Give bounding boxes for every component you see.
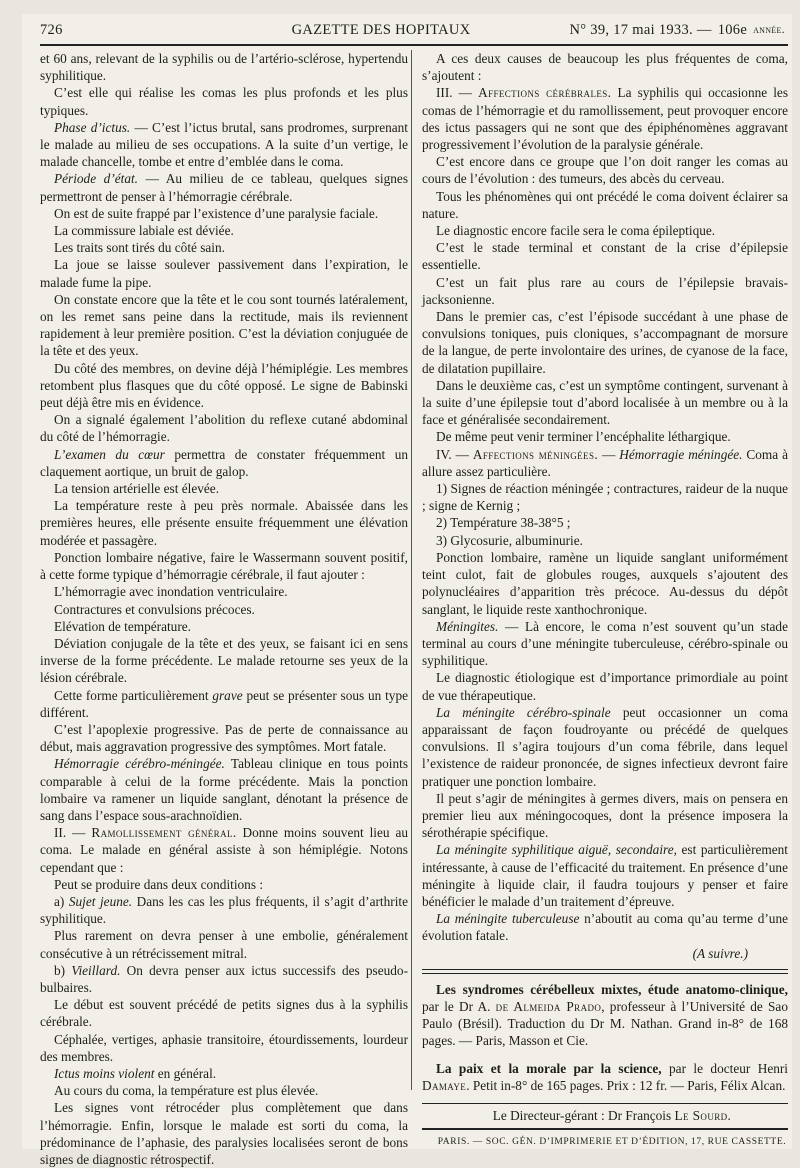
paragraph: A ces deux causes de beaucoup les plus fréquentes de coma, s’ajoutent : [422, 51, 788, 84]
section-number: IV. — [436, 446, 473, 462]
paragraph-text: Donne moins souvent lieu au coma. Le malade en général assiste à son hémiplégie. Notons cependant que : [40, 825, 408, 875]
paragraph: Déviation conjugale de la tête et des yeux, se faisant ici en sens inverse de la forme précédente. Le malade retourne ses yeux de la lésion cérébrale. [40, 635, 408, 686]
journal-title: GAZETTE DES HOPITAUX [291, 22, 471, 38]
paragraph-lead: Hémorragie cérébro-méningée. [54, 756, 225, 772]
directeur-label: Le Directeur-gérant : Dr François [492, 1107, 675, 1123]
paragraph: Contractures et convulsions précoces. [54, 601, 255, 617]
book-author: Damaye [422, 1077, 467, 1093]
directeur-name: Le Sourd. [674, 1107, 732, 1123]
paragraph-lead: L’examen du cœur [54, 446, 165, 462]
right-column-text [422, 50, 788, 945]
issue-info [569, 22, 785, 39]
paragraph-lead: Ictus moins violent [54, 1065, 155, 1081]
section-rule [422, 969, 788, 970]
paragraph: 1) Signes de réaction méningée ; contractures, raideur de la nuque ; signe de Kernig ; [422, 481, 788, 514]
book-notice [422, 981, 788, 1050]
book-notice [422, 1060, 788, 1094]
paragraph: La joue se laisse soulever passivement dans l’expiration, le malade fume la pipe. [40, 257, 408, 290]
paragraph [422, 910, 788, 944]
issue-annee: année. [753, 22, 785, 36]
paragraph: Peut se produire dans deux conditions : [54, 876, 264, 892]
paragraph-lead: La méningite cérébro-spinale [436, 704, 611, 720]
paragraph: Au cours du coma, la température est plus élevée. [54, 1083, 319, 1099]
paragraph-lead: La méningite syphilitique aiguë, secondaire, [436, 842, 677, 858]
paragraph-text: Dans les cas les plus fréquents, il s’agit d’arthrite syphilitique. [40, 893, 408, 927]
section-heading: Ramollissement général. [91, 825, 237, 841]
paragraph: Elévation de température. [54, 618, 191, 634]
left-column [40, 50, 408, 1168]
imprint: PARIS. — SOC. GÉN. D’IMPRIMERIE ET D’ÉDITION, 17, RUE CASSETTE. [437, 1137, 787, 1148]
paragraph-text: — Au milieu de ce tableau, quelques signes permettront de penser à l’hémorragie cérébrale. [40, 171, 408, 204]
paragraph-text: — [598, 446, 620, 462]
paragraph: Du côté des membres, on devine déjà l’hémiplégie. Les membres retombent plus flasques que du côté opposé. Le signe de Babinski peut déjà être mis en évidence. [40, 360, 408, 411]
paragraph: Céphalée, vertiges, aphasie transitoire, étourdissements, lourdeur des membres. [40, 1031, 408, 1064]
paragraph: 2) Température 38-38°5 ; [436, 515, 571, 531]
paragraph-text: Cette forme particulièrement [54, 687, 213, 703]
page-header [40, 22, 785, 44]
paragraph: C’est encore dans ce groupe que l’on doit ranger les comas au cours de l’évolution : des tumeurs, des abcès du cerveau. [422, 154, 788, 187]
paragraph-text: — C’est l’ictus brutal, sans prodromes, surprenant le malade au milieu de ses occupations. A la suite d’un vertige, le malade chancelle, tombe et entre d’emblée dans le coma. [40, 119, 408, 170]
paragraph-text: peut occasionner un coma apparaissant de façon foudroyante ou précédé de quelques convulsions. Il s’agira toujours d’un coma fébrile, dans lequel l’existence de raideur prononcée, de signes infectieux devront faire pratiquer une ponction lombaire. [422, 704, 788, 789]
paragraph [40, 687, 408, 721]
paragraph: Le début est souvent précédé de petits signes dus à la syphilis cérébrale. [40, 997, 408, 1030]
paragraph: Les traits sont tirés du côté sain. [54, 240, 225, 256]
section-heading: Affections méningées. [472, 446, 599, 462]
paragraph-lead: Hémorragie méningée. [619, 446, 743, 462]
paragraph-lead: Période d’état. [54, 171, 139, 187]
paragraph-lead: grave [212, 687, 243, 703]
book-details: , professeur à l’Université de Sao Paulo (Brésil). Traduction du Dr M. Nathan. Grand in-8° de 168 pages. — Paris, Masson et Cie. [422, 998, 788, 1049]
paragraph: et 60 ans, relevant de la syphilis ou de l’artério-sclérose, hypertendu syphilitique. [40, 51, 408, 84]
book-author: de Almeida Prado [495, 998, 602, 1014]
paragraph: Le diagnostic étiologique est d’importance primordiale au point de vue thérapeutique. [422, 670, 788, 703]
paragraph-text: peut se présenter sous un type différent. [40, 687, 408, 720]
paragraph: C’est un fait plus rare au cours de l’épilepsie bravais-jacksonienne. [422, 274, 788, 307]
paragraph [40, 962, 408, 996]
paragraph [40, 446, 408, 480]
paragraph: On a signalé également l’abolition du reflexe cutané abdominal du côté de l’hémorragie. [40, 412, 408, 445]
paragraph: Il peut s’agir de méningites à germes divers, mais on pensera en premier lieu aux méningocoques, dont la présence imposera la sérothérapie spécifique. [422, 790, 788, 841]
paragraph [422, 841, 788, 910]
book-title: La paix et la morale par la science, [436, 1060, 662, 1076]
book-by: par le docteur Henri [661, 1060, 788, 1076]
paragraph: Ponction lombaire, ramène un liquide sanglant uniformément teint culot, fait de globules rouges, auxquels s’ajoutent des polynucléaires d’apparition très précoce. Au-dessus du dépôt sanglant, le liquide reste xanthochronique. [422, 549, 788, 617]
paragraph: Les signes vont rétrocéder plus complètement que dans l’hémorragie. Enfin, lorsque le malade est sorti du coma, la prédominance de l’aphasie, des paralysies localisées seront de bons signes de diagnostic rétrospectif. [40, 1100, 408, 1167]
book-by: par le Dr A. [422, 998, 496, 1014]
paragraph-text: — Là encore, le coma n’est souvent qu’un stade terminal au cours d’une méningite tuberculeuse, cérébro-spinale ou syphilitique. [422, 618, 788, 669]
paragraph: 3) Glycosurie, albuminurie. [436, 532, 583, 548]
paragraph-text: Tableau clinique en tous points comparable à celui de la forme précédente. Mais la ponction lombaire va ramener un liquide sanglant, dénotant la présence de sang dans l’espace sous-arachnoïdien. [40, 756, 408, 823]
imprint-rule [422, 1128, 788, 1130]
paragraph: La commissure labiale est déviée. [54, 223, 234, 239]
paragraph: Ponction lombaire négative, faire le Wassermann souvent positif, à cette forme typique d’hémorragie cérébrale, il faut ajouter : [40, 549, 408, 583]
paragraph-lead: Vieillard. [71, 962, 121, 978]
section-number: II. — [54, 825, 92, 841]
paragraph-text: permettra de constater fréquemment un claquement aortique, un bruit de galop. [40, 446, 408, 479]
paragraph-lead: Sujet jeune. [68, 893, 133, 909]
paragraph: L’hémorragie avec inondation ventriculaire. [54, 584, 288, 600]
paragraph: Dans le premier cas, c’est l’épisode succédant à une phase de convulsions toniques, puis cloniques, s’accompagnant de morsure de la langue, de perte involontaire des urines, de cyanose de la face, de dilatation pupillaire. [422, 309, 788, 376]
paragraph [422, 704, 788, 790]
paragraph [40, 119, 408, 171]
paragraph-text: On devra penser aux ictus successifs des pseudo-bulbaires. [40, 962, 409, 995]
paragraph: C’est le stade terminal et constant de la crise d’épilepsie essentielle. [422, 240, 788, 273]
section-number: III. — [436, 85, 479, 101]
header-rule [40, 44, 788, 46]
paragraph-text: Coma à allure assez particulière. [422, 446, 788, 479]
book-details: . Petit in-8° de 165 pages. Prix : 12 fr. — Paris, Félix Alcan. [466, 1077, 786, 1093]
paragraph-text: n’aboutit au coma qu’au terme d’une évolution fatale. [422, 911, 788, 944]
book-notices [422, 981, 788, 1094]
column-divider [411, 50, 412, 1090]
issue-date: N° 39, 17 mai 1933. — [569, 22, 712, 38]
paragraph: La température reste à peu près normale. Abaissée dans les premières heures, elle présente ensuite fréquemment une élévation modérée et passagère. [40, 498, 408, 548]
paragraph [422, 618, 788, 670]
paragraph-text: b) [54, 962, 72, 978]
paragraph-lead: La méningite tuberculeuse [436, 911, 580, 927]
paragraph: De même peut venir terminer l’encéphalite léthargique. [436, 429, 731, 445]
paragraph-lead: Phase d’ictus. [54, 119, 131, 135]
section-rule-2 [422, 973, 788, 974]
footer-rule [422, 1103, 788, 1104]
paragraph [422, 84, 788, 153]
paragraph-text: en général. [154, 1065, 217, 1081]
paragraph [40, 1065, 408, 1082]
a-suivre: (A suivre.) [692, 945, 748, 961]
paragraph: Plus rarement on devra penser à une embolie, généralement consécutive à un rétrécissement mitral. [40, 928, 408, 961]
paragraph [40, 893, 408, 927]
paragraph-text: a) [54, 893, 69, 909]
paragraph-text: est particulièrement intéressante, à cause de l’efficacité du traitement. En présence d’une méningite à liquide clair, il faudra toujours y penser et faire bénéficier le malade d’un traitement d’épreuve. [422, 842, 788, 909]
paragraph: La tension artérielle est élevée. [54, 481, 220, 497]
paragraph-text: La syphilis qui occasionne les comas de l’hémorragie et du ramollissement, peut provoquer encore des ictus passagers qui ne sont que des épiphénomènes aggravant progressivement l’évolution de la paralysie générale. [422, 85, 788, 153]
paragraph: C’est elle qui réalise les comas les plus profonds et les plus typiques. [40, 85, 408, 118]
right-column [422, 50, 788, 1151]
paragraph: C’est l’apoplexie progressive. Pas de perte de connaissance au début, mais aggravation progressive des symptômes. Mort fatale. [40, 721, 408, 755]
issue-year: 106e [717, 22, 748, 38]
paragraph [422, 446, 788, 480]
page-number: 726 [40, 22, 63, 38]
paragraph [40, 824, 408, 876]
paragraph [40, 170, 408, 204]
paragraph: On est de suite frappé par l’existence d’une paralysie faciale. [54, 205, 379, 221]
paragraph: Tous les phénomènes qui ont précédé le coma doivent éclairer sa nature. [422, 188, 788, 221]
section-heading: Affections cérébrales. [478, 85, 612, 101]
paragraph-lead: Méningites. [436, 618, 499, 634]
paragraph [40, 755, 408, 824]
paragraph: Dans le deuxième cas, c’est un symptôme contingent, survenant à la suite d’une épilepsie tout d’abord localisée à un membre ou à la face et généralisée secondairement. [422, 377, 788, 428]
book-title: Les syndromes cérébelleux mixtes, étude anatomo-clinique, [436, 981, 788, 997]
paragraph: Le diagnostic encore facile sera le coma épileptique. [436, 223, 716, 239]
paragraph: On constate encore que la tête et le cou sont tournés latéralement, on les remet sans peine dans la rectitude, mais ils reviennent rapidement à leur première position. C’est la déviation conjuguée de la tête et des yeux. [40, 291, 408, 359]
directeur-gerant [422, 1107, 788, 1124]
